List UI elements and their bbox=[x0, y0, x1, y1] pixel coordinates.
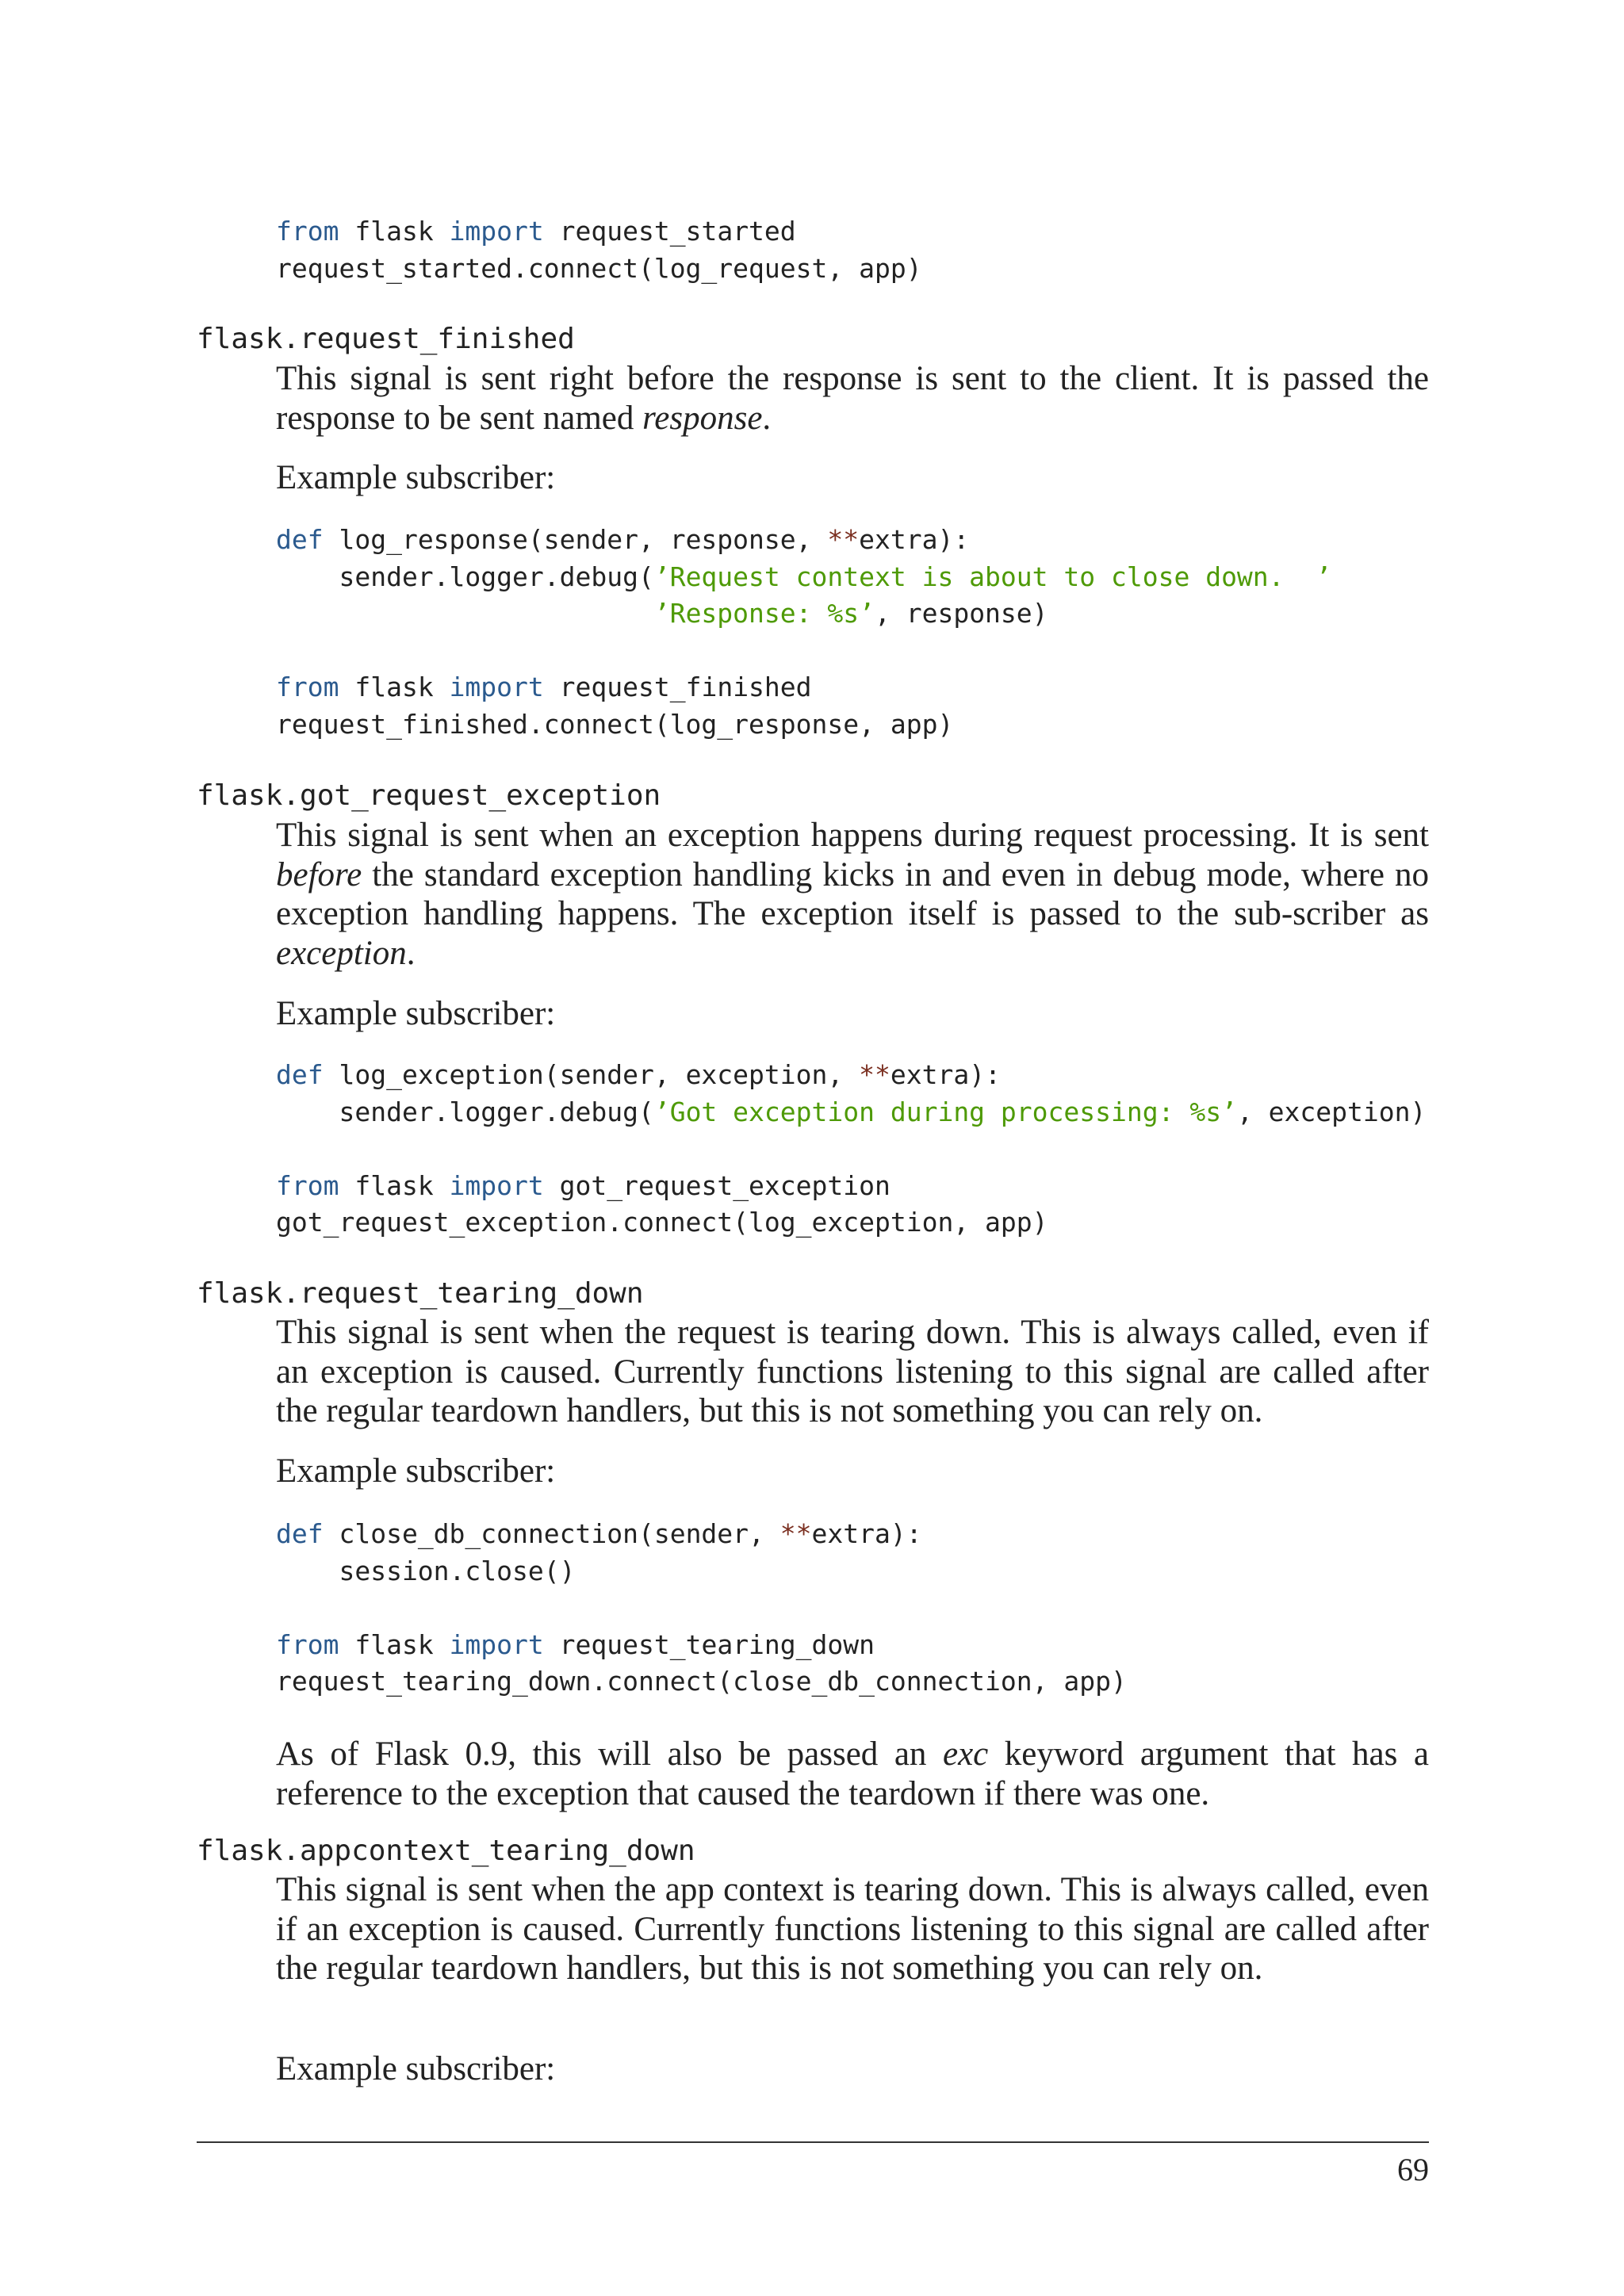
page-number: 69 bbox=[1397, 2152, 1429, 2187]
signal-name-appcontext-tearing-down: flask.appcontext_tearing_down bbox=[197, 1835, 695, 1867]
example-label: Example subscriber: bbox=[276, 1452, 556, 1490]
paragraph-appcontext-tearing-down: This signal is sent when the app context is tearing down. This is always called, even if an exception is caused. Currently functions listening to this signal are called after the regular teardown handlers, but this is not something you can rely on. bbox=[276, 1871, 1429, 1988]
example-label: Example subscriber: bbox=[276, 2050, 556, 2087]
example-label: Example subscriber: bbox=[276, 995, 556, 1032]
signal-name-request-finished: flask.request_finished bbox=[197, 323, 575, 355]
example-label: Example subscriber: bbox=[276, 459, 556, 496]
paragraph-exc-argument: As of Flask 0.9, this will also be passed an exc keyword argument that has a reference to the exception that caused the teardown if there was one. bbox=[276, 1735, 1429, 1812]
paragraph-got-request-exception: This signal is sent when an exception happens during request processing. It is sent before the standard exception handling kicks in and even in debug mode, where no exception handling happens. The exception itself is passed to the sub-scriber as exception. bbox=[276, 817, 1429, 972]
paragraph-request-tearing-down: This signal is sent when the request is tearing down. This is always called, even if an exception is caused. Currently functions listening to this signal are called after the regular teardown handlers, but this is not something you can rely on. bbox=[276, 1314, 1429, 1430]
signal-name-got-request-exception: flask.got_request_exception bbox=[197, 779, 661, 812]
paragraph-request-finished: This signal is sent right before the response is sent to the client. It is passed the response to be sent named response. bbox=[276, 360, 1429, 437]
code-block-close-db-connection: def close_db_connection(sender, **extra): session.close() from flask import request_tearing_down request_tearing_down.connect(close_db_connection, app) bbox=[276, 1518, 1127, 1697]
code-block-log-response: def log_response(sender, response, **extra): sender.logger.debug(’Request context is about to close down. ’ ’Response: %s’, response) from flask import request_finished request_finished.connect(log_response, app) bbox=[276, 524, 1332, 740]
code-block-request-started: from flask import request_started request_started.connect(log_request, app) bbox=[276, 216, 922, 284]
signal-name-request-tearing-down: flask.request_tearing_down bbox=[197, 1277, 644, 1310]
code-block-log-exception: def log_exception(sender, exception, **extra): sender.logger.debug(’Got exception during processing: %s’, exception) from flask import got_request_exception got_request_exception.connect(log_exception, app) bbox=[276, 1059, 1427, 1238]
footer-rule bbox=[197, 2141, 1429, 2143]
